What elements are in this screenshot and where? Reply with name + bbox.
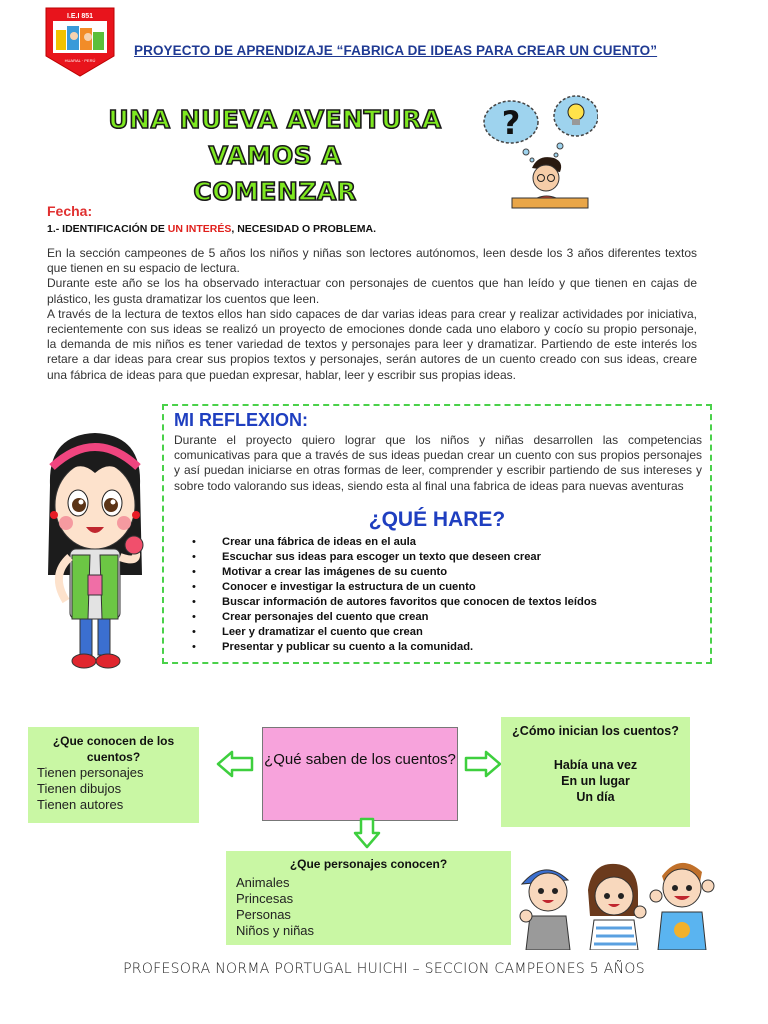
known-about-stories-question: ¿Que conocen de los cuentos? xyxy=(52,734,175,764)
plan-item: • Presentar y publicar su cuento a la comunidad. xyxy=(192,640,597,655)
central-question-box: ¿Qué saben de los cuentos? xyxy=(262,727,458,821)
known-characters-box xyxy=(226,851,511,945)
answer-item: Niños y niñas xyxy=(236,923,315,938)
known-characters-question: ¿Que personajes conocen? xyxy=(289,857,448,871)
known-about-stories-answers xyxy=(37,765,143,813)
intro-paragraph: Durante este año se los ha observado interactuar con personajes de cuentos que han leído y que tienen en cajas de plástico, les gusta dramatizar los cuentos que leen. xyxy=(47,276,697,306)
plan-item: • Crear personajes del cuento que crean xyxy=(192,610,597,625)
main-title-line-2: COMENZAR xyxy=(193,177,357,206)
story-openings-question: ¿Cómo inician los cuentos? xyxy=(512,724,679,738)
thinking-child-illustration xyxy=(478,92,598,212)
logo-text: I.E.I 851 xyxy=(66,13,94,20)
plan-item: • Buscar información de autores favoritos que conocen de textos leídos xyxy=(192,595,597,610)
plan-list xyxy=(192,535,597,655)
answer-item: Había una vez xyxy=(553,758,638,772)
plan-item: • Motivar a crear las imágenes de su cuento xyxy=(192,565,597,580)
question-mark-icon: ? xyxy=(501,104,521,142)
intro-paragraph: A través de la lectura de textos ellos han sido capaces de dar varias ideas para crear y realizar actividades por iniciativa, recientemente con sus ideas se realizó un proyecto de emociones donde cada uno elaboro y cocío su propio personaje, la demanda de mis niños es tener variedad de textos y personajes para leer y dramatizar. Partiendo de este interés los retare a dar ideas para crear sus propios textos y personajes, serán autores de un cuento creado con sus ideas, creare una fábrica de ideas para que puedan expresar, hablar, leer y escribir sus propias ideas. xyxy=(47,306,697,382)
section-heading-prefix: 1.- IDENTIFICACIÓN DE xyxy=(47,223,168,235)
arrow-down-icon xyxy=(352,817,382,849)
section-heading xyxy=(47,223,376,235)
answer-item: Tienen dibujos xyxy=(37,781,122,796)
footer-credit: PROFESORA NORMA PORTUGAL HUICHI – SECCION CAMPEONES 5 AÑOS xyxy=(123,961,645,977)
plan-heading: ¿QUÉ HARE? xyxy=(368,508,506,531)
answer-item: Tienen personajes xyxy=(37,765,144,780)
lightbulb-icon xyxy=(568,104,584,120)
story-openings-box xyxy=(501,717,690,827)
project-title: PROYECTO DE APRENDIZAJE “FABRICA DE IDEAS PARA CREAR UN CUENTO” xyxy=(134,43,658,58)
arrow-right-icon xyxy=(464,749,502,779)
logo-subtext: HUARAL · PERÚ xyxy=(64,58,96,63)
answer-item: Un día xyxy=(576,790,615,804)
plan-item: • Leer y dramatizar el cuento que crean xyxy=(192,625,597,640)
date-label: Fecha: xyxy=(47,203,93,219)
children-illustration xyxy=(512,846,722,950)
answer-item: Princesas xyxy=(236,891,294,906)
plan-item: • Escuchar sus ideas para escoger un texto que deseen crear xyxy=(192,550,597,565)
known-about-stories-box xyxy=(28,727,199,823)
intro-text xyxy=(47,246,697,383)
intro-paragraph: En la sección campeones de 5 años los niños y niñas son lectores autónomos, leen desde los 3 años diferentes textos que tienen en su espacio de lectura. xyxy=(47,246,697,276)
arrow-left-icon xyxy=(216,749,254,779)
teacher-girl-illustration xyxy=(30,425,160,675)
school-logo xyxy=(44,6,116,78)
known-characters-answers xyxy=(236,875,314,939)
answer-item: Animales xyxy=(236,875,290,890)
plan-item: • Conocer e investigar la estructura de un cuento xyxy=(192,580,597,595)
reflection-text: Durante el proyecto quiero lograr que los niños y niñas desarrollen las competencias comunicativas para que a través de sus ideas puedan crear un cuento con sus propios personajes y así puedan iniciarse en otras formas de leer, comprender y escribir partiendo de sus intereses y sobre todo valorando sus ideas, siendo esta al final una fabrica de ideas para nuevas aventuras xyxy=(174,433,702,493)
main-title xyxy=(80,102,470,210)
section-heading-suffix: , NECESIDAD O PROBLEMA. xyxy=(231,223,377,235)
main-title-line-1: UNA NUEVA AVENTURA VAMOS A xyxy=(108,105,442,170)
reflection-title: MI REFLEXION: xyxy=(174,410,308,430)
story-openings-answers xyxy=(501,757,690,805)
plan-item: • Crear una fábrica de ideas en el aula xyxy=(192,535,597,550)
answer-item: Personas xyxy=(236,907,291,922)
section-heading-highlight: UN INTERÉS xyxy=(167,223,232,235)
answer-item: En un lugar xyxy=(561,774,630,788)
answer-item: Tienen autores xyxy=(37,797,124,812)
